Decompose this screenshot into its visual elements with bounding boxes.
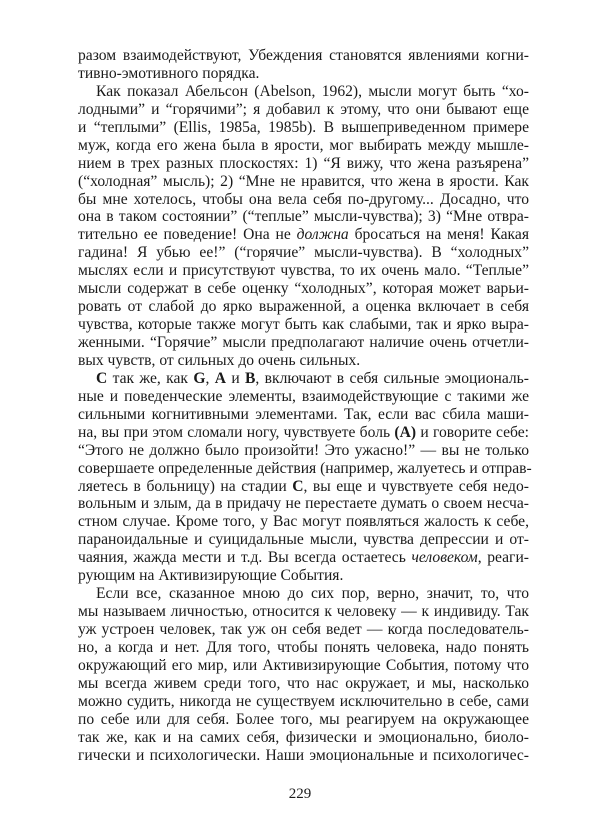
text-line: мыслях если и присутствуют чувства, то их очень мало. “Теплые”: [78, 262, 529, 280]
text-line: женными. “Горячие” мысли предполагают наличие очень отчетли-: [78, 334, 529, 351]
text-line: ляетесь в больницу) на стадии С, вы еще и чувствуете себя недо-: [78, 477, 529, 495]
page-body: [78, 47, 532, 765]
text-line: тивно-эмотивного порядка.: [78, 64, 260, 82]
text-line: Если все, сказанное мною до сих пор, верно, значит, то, что: [96, 585, 529, 603]
paragraph: [78, 83, 529, 370]
text-line: ровать от слабой до ярко выраженной, а оценка включает в себя: [78, 298, 529, 316]
text-line: стном случае. Кроме того, у Вас могут появляться жалость к себе,: [78, 513, 529, 531]
bold-term: G: [193, 369, 206, 387]
paragraph: [78, 47, 529, 83]
text-line: тительно ее поведение! Она не должна бросаться на меня! Какая: [78, 226, 529, 244]
text-line: и “теплыми” (Ellis, 1985a, 1985b). В вышеприведенном примере: [78, 118, 529, 136]
text-line: вольным и злым, да в придачу не перестаете думать о своем несча-: [78, 495, 529, 513]
text-line: по себе или для себя. Более того, мы реагируем на окружающее: [78, 710, 529, 728]
text-line: Как показал Абельсон (Abelson, 1962), мысли могут быть “хо-: [96, 82, 529, 100]
bold-term: A: [214, 369, 226, 387]
text-line: рующим на Активизирующие События.: [78, 567, 344, 585]
text-line: гически и психологически. Наши эмоциональные и психологичес-: [78, 746, 529, 764]
text-line: она в таком состоянии” (“теплые” мысли-чувства); 3) “Мне отвра-: [78, 208, 529, 226]
text-line: чаяния, жажда мести и т.д. Вы всегда остаетесь человеком, реаги-: [78, 549, 529, 567]
text-line: лодными” и “горячими”; я добавил к этому, что они бывают еще: [78, 100, 529, 118]
text-line: разом взаимодействуют, Убеждения становятся явлениями когни-: [78, 47, 529, 64]
text-line: чувства, которые также могут быть как слабыми, так и ярко выра-: [78, 316, 529, 334]
text-line: ные и поведенческие элементы, взаимодействующие с такими же: [78, 387, 529, 405]
bold-term: B: [245, 369, 256, 387]
text-line: нием в трех разных плоскостях: 1) “Я вижу, что жена разъярена”: [78, 154, 529, 172]
text-line: мы называем личностью, относится к человеку — к индивиду. Так: [78, 603, 529, 621]
text-line: но, а когда и нет. Для того, чтобы понять человека, надо понять: [78, 638, 529, 656]
text-line: уж устроен человек, так уж он себя ведет — когда последователь-: [78, 621, 529, 638]
text-line: можно судить, никогда не существуем исключительно в себе, сами: [78, 692, 529, 710]
text-line: окружающий его мир, или Активизирующие События, потому что: [78, 656, 529, 674]
text-line: С так же, как G, A и B, включают в себя сильные эмоциональ-: [96, 369, 529, 387]
paragraph: [78, 369, 532, 585]
italic-emphasis: должна: [296, 226, 349, 244]
text-line: сильными когнитивными элементами. Так, если вас сбила маши-: [78, 405, 529, 423]
text-line: совершаете определенные действия (например, жалуетесь и отправ-: [78, 459, 532, 477]
text-line: мысли содержат в себе оценку “холодных”, которая может варьи-: [78, 280, 529, 298]
text-line: гадина! Я убью ее!” (“горячие” мысли-чувства). В “холодных”: [78, 244, 529, 262]
text-line: параноидальные и суицидальные мысли, чувства депрессии и от-: [78, 531, 529, 549]
text-line: так же, как и на самих себя, физически и эмоционально, биоло-: [78, 728, 529, 746]
text-line: вых чувств, от сильных до очень сильных.: [78, 351, 361, 369]
text-line: муж, когда его жена была в ярости, мог выбирать между мышле-: [78, 136, 529, 154]
paragraph: [78, 585, 529, 764]
text-line: бы мне хотелось, чтобы она вела себя по-другому... Досадно, что: [78, 190, 529, 208]
text-line: (“холодная” мысль); 2) “Мне не нравится, что жена в ярости. Как: [78, 172, 529, 190]
text-line: мы всегда живем среди того, что нас окружает, и мы, насколько: [78, 674, 529, 692]
bold-term: (A): [394, 423, 417, 441]
text-line: “Этого не должно было произойти! Это ужасно!” — вы не только: [78, 441, 529, 459]
italic-emphasis: человеком: [411, 549, 478, 567]
bold-term: С: [292, 477, 304, 495]
page-number: 229: [288, 786, 312, 802]
bold-term: С: [96, 369, 108, 387]
text-line: на, вы при этом сломали ногу, чувствуете боль (A) и говорите себе:: [78, 423, 529, 441]
